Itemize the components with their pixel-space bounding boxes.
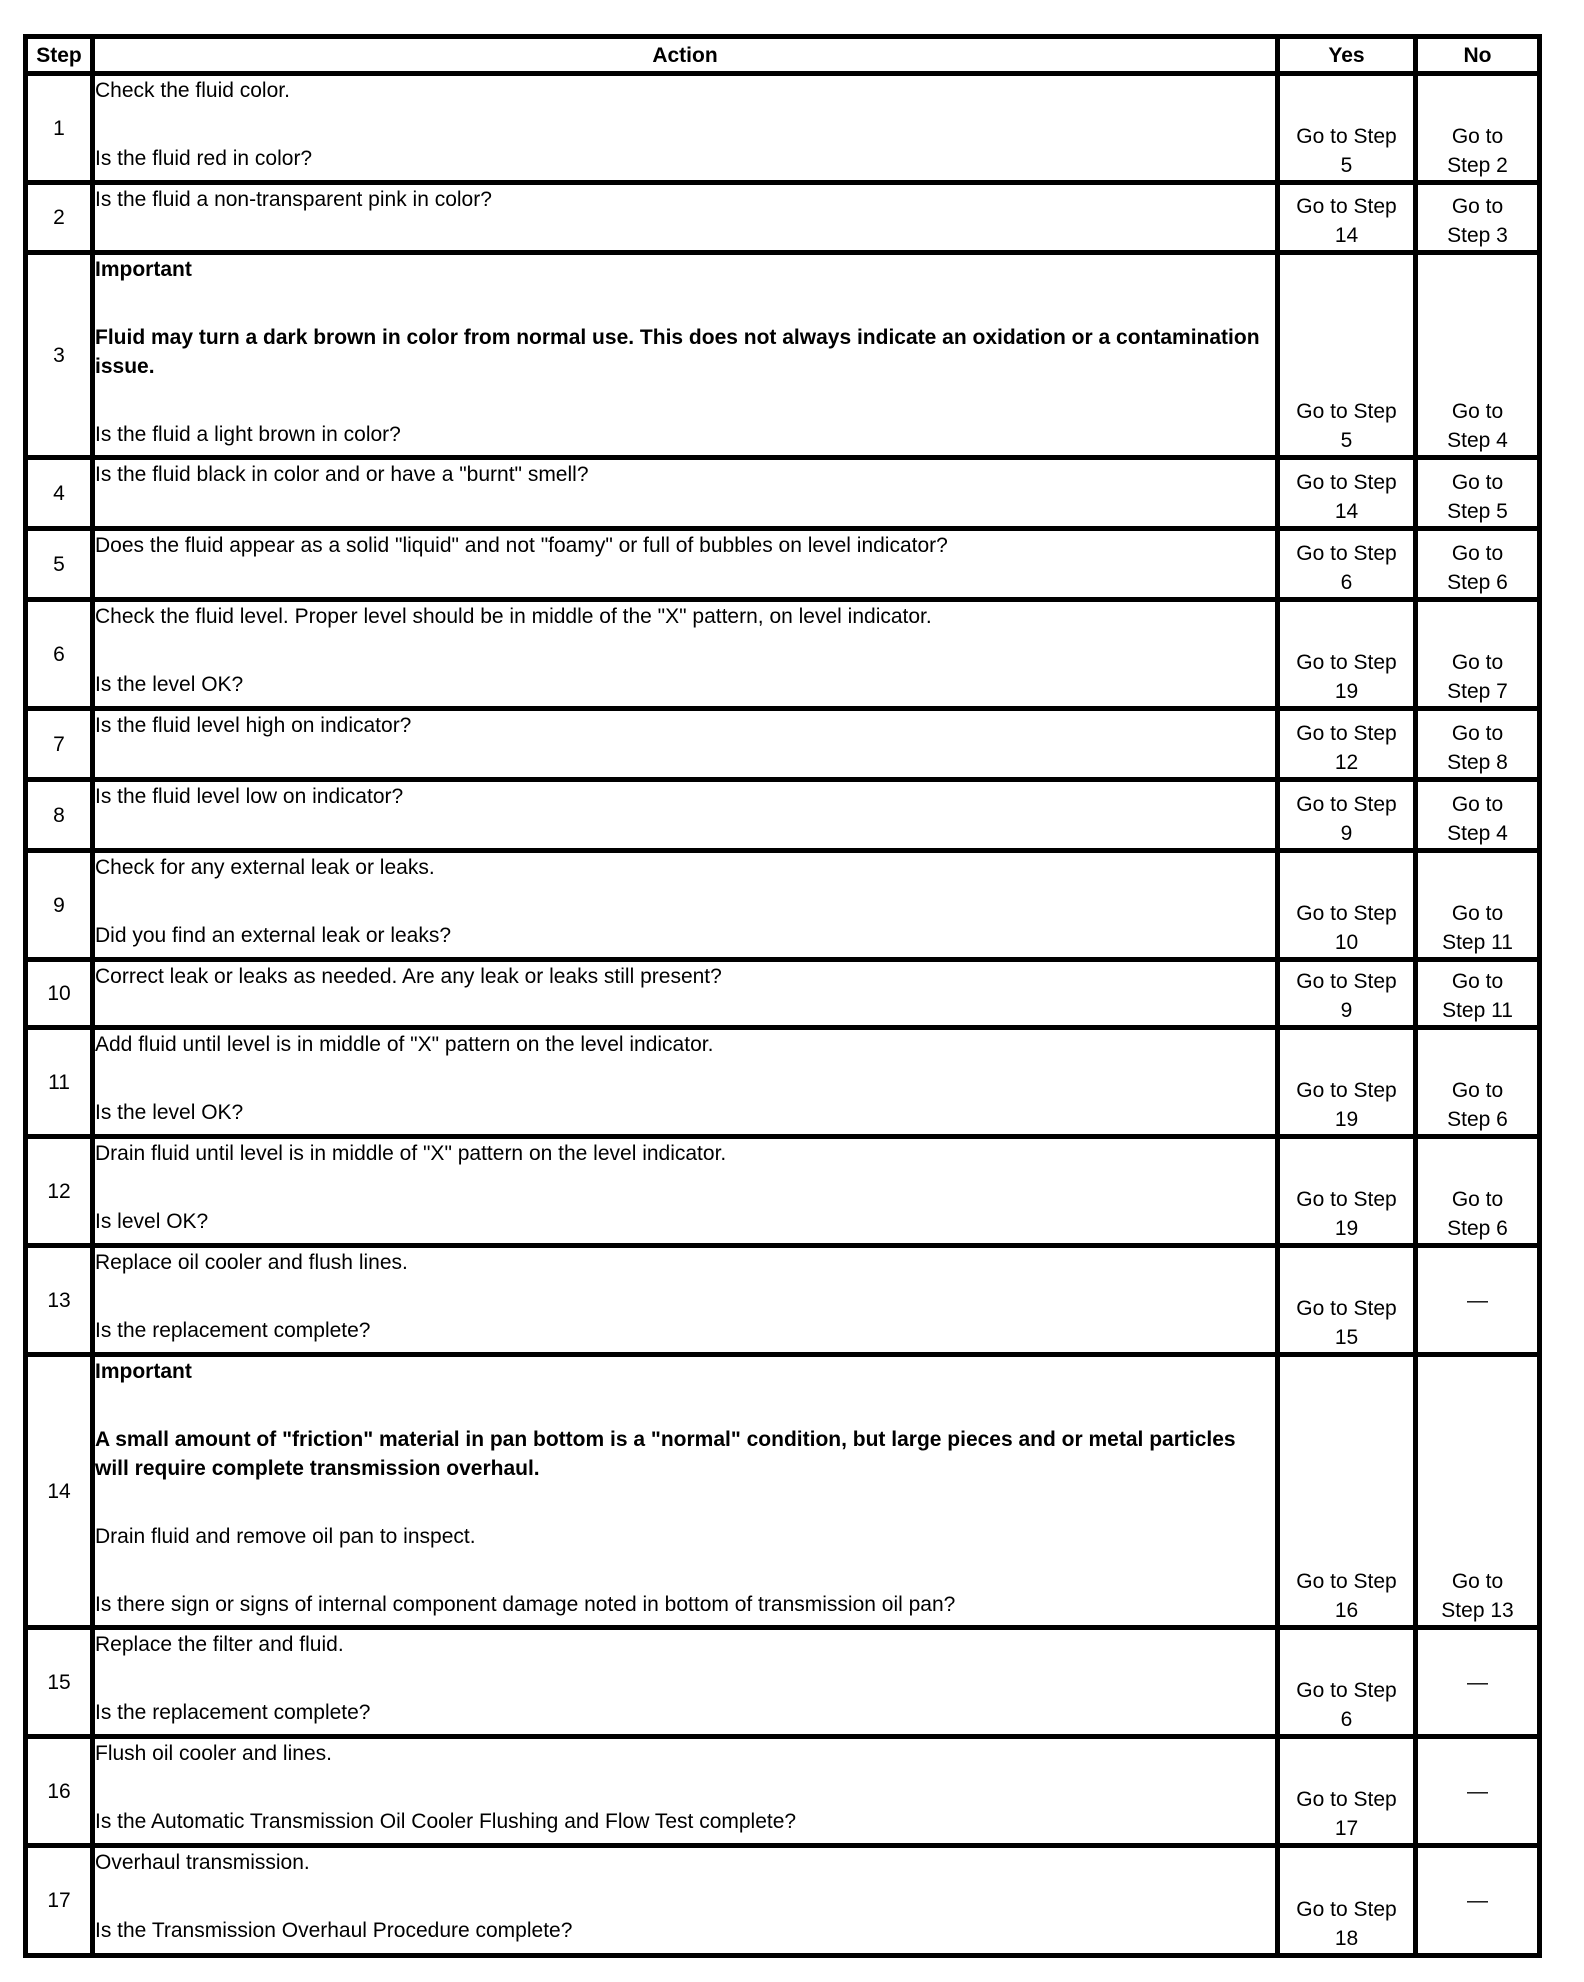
important-text: Important [95,258,192,281]
action-text: Overhaul transmission. [95,1851,310,1874]
no-cell [1416,1737,1540,1846]
no-goto-text: Step 11 [1442,999,1513,1022]
action-text: Did you find an external leak or leaks? [95,924,452,947]
action-cell [93,1737,1278,1846]
yes-cell [1278,1355,1416,1628]
action-cell [93,960,1278,1028]
action-text: Add fluid until level is in middle of "X" pattern on the level indicator. [95,1033,714,1056]
table-row [26,1137,1540,1246]
header-row [26,37,1540,74]
no-cell [1416,183,1540,253]
action-text: Is the replacement complete? [95,1701,371,1724]
yes-goto-text: 12 [1334,751,1359,774]
action-text: Is level OK? [95,1210,209,1233]
header-yes: Yes [1278,37,1416,74]
header-action: Action [93,37,1278,74]
no-goto-text: Go to [1451,970,1504,993]
action-text: Is the fluid level low on indicator? [95,785,404,808]
no-cell [1416,529,1540,600]
action-cell [93,709,1278,780]
no-cell [1416,253,1540,458]
yes-goto-text: Go to Step [1296,1297,1397,1320]
yes-cell [1278,253,1416,458]
no-action-dash: — [1467,1288,1488,1312]
yes-goto-text: 19 [1334,680,1359,703]
table-row [26,253,1540,458]
action-text: Check the fluid color. [95,79,290,102]
no-cell [1416,709,1540,780]
no-cell [1416,1137,1540,1246]
yes-cell [1278,1737,1416,1846]
table-row [26,1628,1540,1737]
table-row [26,1355,1540,1628]
no-goto-text: Go to [1451,542,1504,565]
action-text: Drain fluid and remove oil pan to inspect. [95,1525,476,1548]
step-number: 3 [26,253,93,458]
yes-cell [1278,74,1416,183]
step-number: 5 [26,529,93,600]
no-cell [1416,1628,1540,1737]
yes-cell [1278,1628,1416,1737]
important-text: Fluid may turn a dark brown in color from normal use. This does not always indicate an oxidation or a contamination issue. [95,326,1260,378]
no-action-dash: — [1467,1670,1488,1694]
header-step: Step [26,37,93,74]
action-text: Replace oil cooler and flush lines. [95,1251,408,1274]
table-row [26,529,1540,600]
step-number: 10 [26,960,93,1028]
action-cell [93,1137,1278,1246]
yes-goto-text: 18 [1334,1927,1359,1950]
yes-cell [1278,600,1416,709]
action-text: Is the fluid a light brown in color? [95,423,401,446]
no-goto-text: Go to [1451,793,1504,816]
action-text: Check the fluid level. Proper level should be in middle of the "X" pattern, on level indicator. [95,605,932,628]
yes-goto-text: 9 [1340,999,1353,1022]
step-number: 9 [26,851,93,960]
no-goto-text: Step 5 [1447,500,1508,523]
yes-goto-text: 10 [1334,931,1359,954]
action-text: Is the fluid black in color and or have a "burnt" smell? [95,463,589,486]
step-number: 4 [26,458,93,529]
action-text: Drain fluid until level is in middle of "X" pattern on the level indicator. [95,1142,727,1165]
yes-goto-text: Go to Step [1296,1788,1397,1811]
important-text: A small amount of "friction" material in pan bottom is a "normal" condition, but large pieces and or metal particles will require complete transmission overhaul. [95,1428,1236,1480]
step-number: 14 [26,1355,93,1628]
action-cell [93,1846,1278,1956]
action-cell [93,74,1278,183]
important-text: Important [95,1360,192,1383]
yes-goto-text: 5 [1340,154,1353,177]
no-goto-text: Step 4 [1447,429,1508,452]
yes-cell [1278,529,1416,600]
action-cell [93,529,1278,600]
table-row [26,1246,1540,1355]
table-body [26,74,1540,1956]
no-goto-text: Go to [1451,902,1504,925]
action-cell [93,851,1278,960]
action-text: Is there sign or signs of internal component damage noted in bottom of transmission oil pan? [95,1593,956,1616]
yes-cell [1278,1137,1416,1246]
no-goto-text: Step 2 [1447,154,1508,177]
step-number: 2 [26,183,93,253]
no-goto-text: Go to [1451,1570,1504,1593]
no-goto-text: Step 6 [1447,1108,1508,1131]
table-row [26,183,1540,253]
no-goto-text: Step 8 [1447,751,1508,774]
no-goto-text: Step 6 [1447,571,1508,594]
yes-goto-text: Go to Step [1296,125,1397,148]
yes-goto-text: Go to Step [1296,902,1397,925]
no-action-dash: — [1467,1779,1488,1803]
no-goto-text: Go to [1451,722,1504,745]
yes-goto-text: 19 [1334,1217,1359,1240]
step-number: 7 [26,709,93,780]
no-goto-text: Go to [1451,1188,1504,1211]
yes-cell [1278,183,1416,253]
yes-goto-text: Go to Step [1296,1079,1397,1102]
yes-goto-text: Go to Step [1296,195,1397,218]
action-text: Is the Transmission Overhaul Procedure complete? [95,1919,573,1942]
no-cell [1416,1355,1540,1628]
diagnostic-table [23,34,1542,1958]
yes-goto-text: Go to Step [1296,722,1397,745]
step-number: 1 [26,74,93,183]
no-action-dash: — [1467,1889,1488,1912]
header-no: No [1416,37,1540,74]
yes-cell [1278,1246,1416,1355]
yes-goto-text: 17 [1334,1817,1359,1840]
action-text: Flush oil cooler and lines. [95,1742,332,1765]
step-number: 15 [26,1628,93,1737]
yes-goto-text: Go to Step [1296,471,1397,494]
yes-cell [1278,960,1416,1028]
no-goto-text: Go to [1451,1079,1504,1102]
table-row [26,1846,1540,1956]
yes-goto-text: Go to Step [1296,651,1397,674]
table-row [26,74,1540,183]
yes-goto-text: Go to Step [1296,1679,1397,1702]
table-row [26,600,1540,709]
step-number: 16 [26,1737,93,1846]
table-row [26,458,1540,529]
action-text: Is the replacement complete? [95,1319,371,1342]
yes-goto-text: 6 [1340,571,1353,594]
yes-cell [1278,709,1416,780]
no-goto-text: Step 4 [1447,822,1508,845]
no-goto-text: Go to [1451,400,1504,423]
action-text: Is the fluid level high on indicator? [95,714,412,737]
action-cell [93,600,1278,709]
step-number: 8 [26,780,93,851]
step-number: 6 [26,600,93,709]
step-number: 13 [26,1246,93,1355]
yes-goto-text: Go to Step [1296,542,1397,565]
action-cell [93,1628,1278,1737]
table-row [26,851,1540,960]
action-text: Is the fluid a non-transparent pink in color? [95,188,492,211]
no-goto-text: Go to [1451,125,1504,148]
yes-goto-text: Go to Step [1296,1570,1397,1593]
no-goto-text: Step 13 [1441,1599,1514,1622]
no-goto-text: Step 11 [1442,931,1513,954]
yes-goto-text: Go to Step [1296,400,1397,423]
no-cell [1416,960,1540,1028]
no-goto-text: Go to [1451,195,1504,218]
yes-goto-text: 5 [1340,429,1353,452]
no-goto-text: Step 7 [1447,680,1508,703]
action-text: Is the level OK? [95,673,244,696]
yes-goto-text: Go to Step [1296,793,1397,816]
action-text: Replace the filter and fluid. [95,1633,344,1656]
no-goto-text: Go to [1451,651,1504,674]
no-cell [1416,458,1540,529]
action-text: Does the fluid appear as a solid "liquid" and not "foamy" or full of bubbles on level indicator? [95,534,948,557]
yes-goto-text: Go to Step [1296,1188,1397,1211]
yes-cell [1278,851,1416,960]
yes-goto-text: Go to Step [1296,970,1397,993]
yes-cell [1278,1846,1416,1956]
yes-goto-text: 16 [1334,1599,1359,1622]
no-cell [1416,780,1540,851]
table-row [26,960,1540,1028]
action-cell [93,1355,1278,1628]
table-row [26,780,1540,851]
step-number: 11 [26,1028,93,1137]
no-goto-text: Step 3 [1447,224,1508,247]
yes-goto-text: 19 [1334,1108,1359,1131]
action-cell [93,1246,1278,1355]
action-cell [93,253,1278,458]
action-text: Is the fluid red in color? [95,147,313,170]
yes-goto-text: 15 [1334,1326,1359,1349]
table-row [26,709,1540,780]
no-cell [1416,1846,1540,1956]
yes-goto-text: 14 [1334,224,1359,247]
yes-goto-text: 6 [1340,1708,1353,1731]
table-row [26,1737,1540,1846]
yes-goto-text: 14 [1334,500,1359,523]
no-cell [1416,1246,1540,1355]
action-text: Correct leak or leaks as needed. Are any leak or leaks still present? [95,965,722,988]
step-number: 17 [26,1846,93,1956]
no-cell [1416,74,1540,183]
table-row [26,1028,1540,1137]
action-text: Is the Automatic Transmission Oil Cooler Flushing and Flow Test complete? [95,1810,797,1833]
action-cell [93,1028,1278,1137]
yes-goto-text: 9 [1340,822,1353,845]
yes-cell [1278,780,1416,851]
action-cell [93,458,1278,529]
no-goto-text: Go to [1451,471,1504,494]
action-cell [93,183,1278,253]
yes-cell [1278,1028,1416,1137]
yes-goto-text: Go to Step [1296,1898,1397,1921]
no-cell [1416,851,1540,960]
yes-cell [1278,458,1416,529]
action-cell [93,780,1278,851]
action-text: Is the level OK? [95,1101,244,1124]
no-cell [1416,600,1540,709]
no-cell [1416,1028,1540,1137]
action-text: Check for any external leak or leaks. [95,856,435,879]
step-number: 12 [26,1137,93,1246]
no-goto-text: Step 6 [1447,1217,1508,1240]
